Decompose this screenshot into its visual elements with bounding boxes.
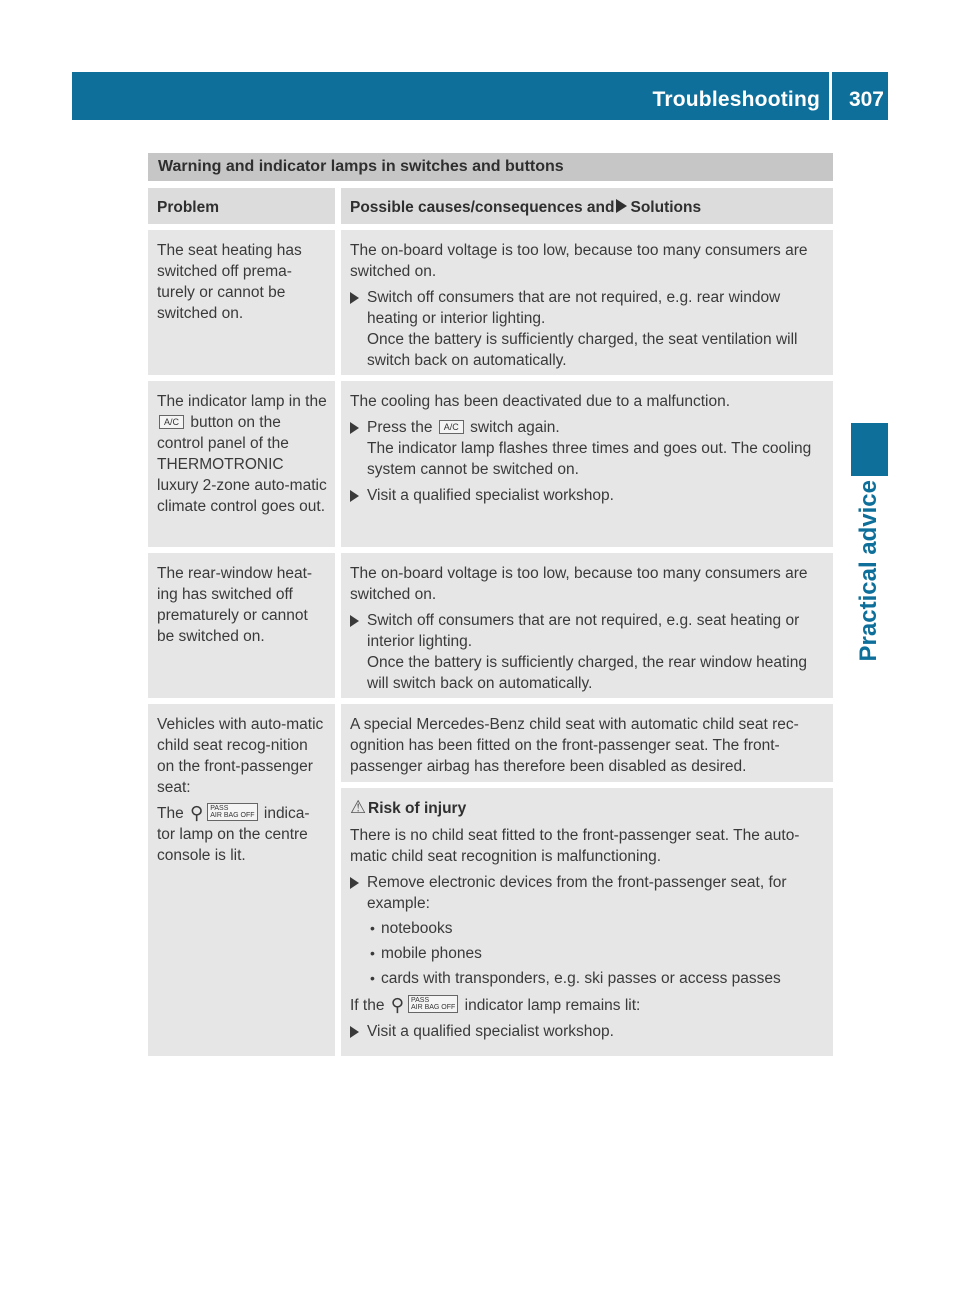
ac-button-icon: A/C [159, 415, 184, 429]
solution-step [350, 417, 825, 480]
list-item: • cards with transponders, e.g. ski passes or access passes [370, 970, 781, 987]
problem-text: The rear-window heat-ing has switched off prematurely or cannot be switched on. [157, 565, 313, 645]
solution-step [350, 872, 825, 914]
arrow-icon [350, 1026, 359, 1038]
page-number: 307 [848, 88, 884, 111]
arrow-icon [350, 615, 359, 627]
table-row-2-problem [148, 381, 335, 547]
problem-text [157, 391, 327, 517]
table-title: Warning and indicator lamps in switches and buttons [148, 153, 833, 181]
chapter-label: Practical advice [855, 480, 882, 662]
solution-step [350, 610, 825, 694]
problem-text-b1: The [157, 805, 184, 822]
step-text: Remove electronic devices from the front-passenger seat, for example: [367, 874, 787, 912]
header-divider [829, 72, 832, 120]
problem-text-b [157, 803, 327, 866]
table-row-1-solution [341, 230, 833, 375]
warning-text: There is no child seat fitted to the front-passenger seat. The auto-matic child seat recognition is malfunctioning. [350, 827, 800, 865]
solution-step [350, 1021, 825, 1042]
column-header-problem: Problem [148, 188, 335, 224]
cause-text: The cooling has been deactivated due to a malfunction. [350, 393, 731, 410]
column-header-solutions-prefix: Possible causes/consequences and [350, 199, 615, 216]
airbag-off-icon: PASS AIR BAG OFF [408, 995, 458, 1013]
problem-text-a: Vehicles with auto-matic child seat recog-nition on the front-passenger seat: [157, 716, 324, 796]
header-bar [72, 72, 888, 120]
child-seat-icon: ⚲ [390, 995, 404, 1015]
step-note: Once the battery is sufficiently charged, the seat ventilation will switch back on automatically. [367, 331, 798, 369]
cause-text: The on-board voltage is too low, because too many consumers are switched on. [350, 565, 808, 603]
problem-text: The seat heating has switched off prema-turely or cannot be switched on. [157, 242, 302, 322]
cause-text: A special Mercedes-Benz child seat with automatic child seat rec-ognition has been fitted on the front-passenger seat. The front-passenger airbag has therefore been disabled as desired. [350, 716, 799, 775]
condition-text [350, 995, 825, 1016]
bullet-icon: • [370, 945, 375, 961]
condition-text-a: If the [350, 997, 385, 1014]
troubleshooting-table [148, 188, 833, 1056]
warning-heading [350, 798, 825, 819]
problem-text-b: button on the control panel of the THERMOTRONIC luxury 2-zone auto-matic climate control goes out. [157, 414, 327, 515]
column-header-solutions-suffix: Solutions [630, 199, 702, 216]
step-text: Switch off consumers that are not required, e.g. seat heating or interior lighting. [367, 612, 800, 650]
table-row-4-solution-warning [341, 788, 833, 1056]
warning-triangle-icon: ⚠ [350, 797, 367, 817]
warning-title: Risk of injury [368, 800, 467, 817]
airbag-off-icon: PASS AIR BAG OFF [207, 803, 257, 821]
list-item: • notebooks [370, 920, 453, 937]
table-row-4-problem [148, 704, 335, 1056]
table-row-4-solution-cause [341, 704, 833, 782]
list-item: • mobile phones [370, 945, 482, 962]
table-row-3-solution [341, 553, 833, 698]
child-seat-icon: ⚲ [190, 803, 204, 823]
arrow-icon [350, 292, 359, 304]
step-text: Switch off consumers that are not required, e.g. rear window heating or interior lighting. [367, 289, 781, 327]
arrow-icon [350, 490, 359, 502]
condition-text-b: indicator lamp remains lit: [464, 997, 641, 1014]
cause-text: The on-board voltage is too low, because too many consumers are switched on. [350, 242, 808, 280]
step-text-a: Press the [367, 419, 433, 436]
table-row-1-problem [148, 230, 335, 375]
bullet-icon: • [370, 920, 375, 936]
step-text: Visit a qualified specialist workshop. [367, 487, 614, 504]
solution-step [350, 485, 825, 506]
column-header-solutions [341, 188, 833, 224]
table-row-3-problem [148, 553, 335, 698]
step-note: The indicator lamp flashes three times and goes out. The cooling system cannot be switched on. [367, 440, 812, 478]
step-text-b: switch again. [470, 419, 560, 436]
step-text: Visit a qualified specialist workshop. [367, 1023, 614, 1040]
chapter-tab [851, 423, 888, 476]
arrow-icon [350, 422, 359, 434]
problem-text-b2: indica-tor lamp on the centre console is lit. [157, 805, 310, 864]
step-note: Once the battery is sufficiently charged, the rear window heating will switch back on automatically. [367, 654, 807, 692]
solution-step [350, 287, 825, 371]
ac-button-icon: A/C [439, 420, 464, 434]
arrow-icon [616, 199, 627, 213]
page-section-title: Troubleshooting [652, 88, 820, 111]
problem-text-a: The indicator lamp in the [157, 393, 327, 410]
table-row-2-solution [341, 381, 833, 547]
arrow-icon [350, 877, 359, 889]
step-text [367, 417, 825, 438]
bullet-icon: • [370, 970, 375, 986]
